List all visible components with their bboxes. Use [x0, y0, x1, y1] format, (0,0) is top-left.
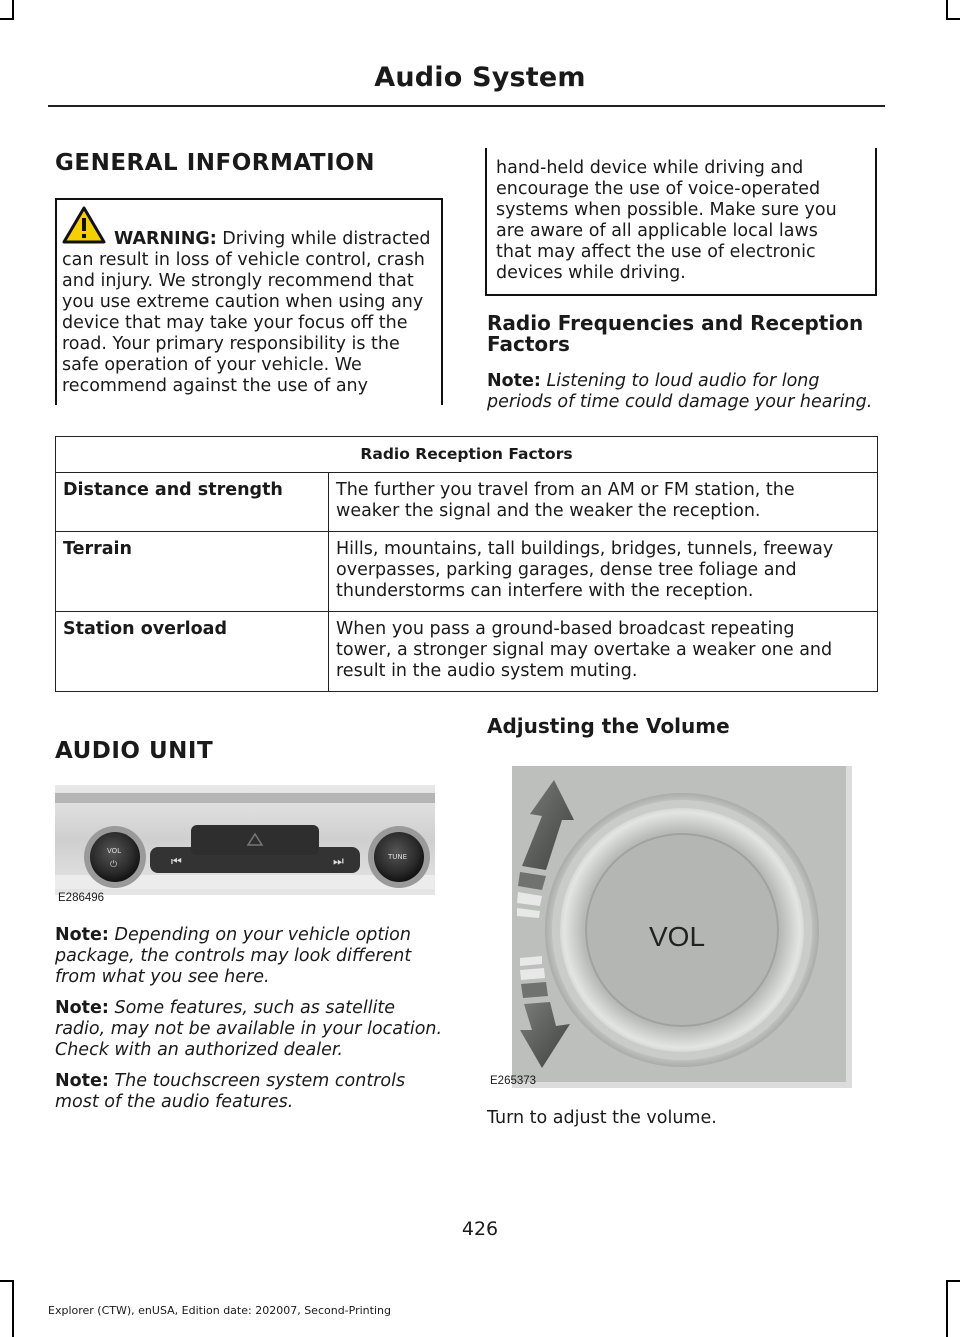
radio-reception-table	[55, 436, 878, 692]
warning-line: and injury. We strongly recommend that	[62, 271, 414, 291]
crop-mark	[0, 1280, 14, 1282]
cell-line: result in the audio system muting.	[336, 661, 638, 681]
volume-knob-illustration	[512, 766, 852, 1088]
warning-line: can result in loss of vehicle control, crash	[62, 250, 425, 270]
note-line: Depending on your vehicle option	[114, 925, 411, 945]
table-title: Radio Reception Factors	[56, 437, 878, 473]
footer-edition: Explorer (CTW), enUSA, Edition date: 202007, Second-Printing	[48, 1304, 391, 1317]
warning-line: you use extreme caution when using any	[62, 292, 424, 312]
figure-id: E286496	[58, 892, 105, 904]
factor-cell: Station overload	[56, 612, 329, 692]
note-line: The touchscreen system controls	[114, 1071, 406, 1091]
seek-back-icon: ⏮	[171, 854, 182, 868]
note-label: Note:	[55, 1071, 109, 1091]
warning-line: that may affect the use of electronic	[496, 242, 816, 262]
cell-line: weaker the signal and the weaker the reception.	[336, 501, 761, 521]
description-cell	[329, 532, 878, 612]
warning-text-continued	[496, 158, 874, 284]
crop-mark	[946, 0, 948, 20]
header-rule	[48, 105, 885, 107]
vol-knob-label: VOL	[107, 847, 122, 855]
heading-line: Radio Frequencies and Reception	[487, 311, 864, 335]
audio-note-1	[55, 925, 455, 988]
table-row	[56, 612, 878, 692]
audio-note-3	[55, 1071, 455, 1113]
seek-forward-icon: ⏭	[333, 854, 344, 868]
warning-line: road. Your primary responsibility is the	[62, 334, 400, 354]
volume-caption: Turn to adjust the volume.	[487, 1108, 717, 1128]
warning-line: are aware of all applicable local laws	[496, 221, 818, 241]
table-row	[56, 473, 878, 532]
crop-mark	[946, 18, 960, 20]
warning-line: device that may take your focus off the	[62, 313, 408, 333]
heading-line: Factors	[487, 332, 570, 356]
note-line: most of the audio features.	[55, 1092, 294, 1112]
note-line: package, the controls may look different	[55, 946, 412, 966]
vol-label: VOL	[649, 921, 706, 952]
crop-mark	[0, 18, 14, 20]
figure-id: E265373	[490, 1075, 537, 1087]
note-label: Note:	[487, 371, 541, 391]
description-cell	[329, 612, 878, 692]
warning-line: encourage the use of voice-operated	[496, 179, 821, 199]
adjusting-volume-heading: Adjusting the Volume	[487, 714, 730, 738]
warning-line: safe operation of your vehicle. We	[62, 355, 362, 375]
power-icon: ⏻	[110, 860, 118, 870]
warning-line: systems when possible. Make sure you	[496, 200, 837, 220]
warning-line: recommend against the use of any	[62, 376, 369, 396]
crop-mark	[12, 0, 14, 20]
warning-line: Driving while distracted	[222, 229, 431, 249]
section-title: Audio System	[374, 62, 586, 93]
cell-line: When you pass a ground-based broadcast repeating	[336, 619, 795, 639]
crop-mark	[946, 1280, 960, 1282]
note-line: from what you see here.	[55, 967, 270, 987]
note-line: periods of time could damage your hearing.	[487, 392, 873, 412]
radio-frequencies-heading	[487, 313, 882, 355]
warning-label: WARNING:	[114, 229, 217, 249]
warning-text	[62, 229, 440, 397]
cell-line: overpasses, parking garages, dense tree foliage and	[336, 560, 797, 580]
crop-mark	[12, 1280, 14, 1337]
tune-knob-label: TUNE	[388, 853, 408, 861]
note-label: Note:	[55, 925, 109, 945]
cell-line: thunderstorms can interfere with the reception.	[336, 581, 754, 601]
page-number: 426	[461, 1218, 499, 1240]
audio-unit-illustration	[55, 785, 435, 910]
description-cell	[329, 473, 878, 532]
cell-line: The further you travel from an AM or FM station, the	[336, 480, 795, 500]
radio-note	[487, 371, 887, 413]
note-line: Listening to loud audio for long	[546, 371, 820, 391]
crop-mark	[946, 1280, 948, 1337]
table-row	[56, 532, 878, 612]
warning-line: hand-held device while driving and	[496, 158, 804, 178]
note-line: Check with an authorized dealer.	[55, 1040, 343, 1060]
note-line: radio, may not be available in your location.	[55, 1019, 443, 1039]
warning-line: devices while driving.	[496, 263, 686, 283]
cell-line: tower, a stronger signal may overtake a weaker one and	[336, 640, 833, 660]
audio-unit-heading: AUDIO UNIT	[55, 738, 214, 764]
note-line: Some features, such as satellite	[114, 998, 396, 1018]
note-label: Note:	[55, 998, 109, 1018]
cell-line: Hills, mountains, tall buildings, bridges, tunnels, freeway	[336, 539, 834, 559]
audio-note-2	[55, 998, 455, 1061]
general-information-heading: GENERAL INFORMATION	[55, 150, 375, 176]
factor-cell: Distance and strength	[56, 473, 329, 532]
factor-cell: Terrain	[56, 532, 329, 612]
